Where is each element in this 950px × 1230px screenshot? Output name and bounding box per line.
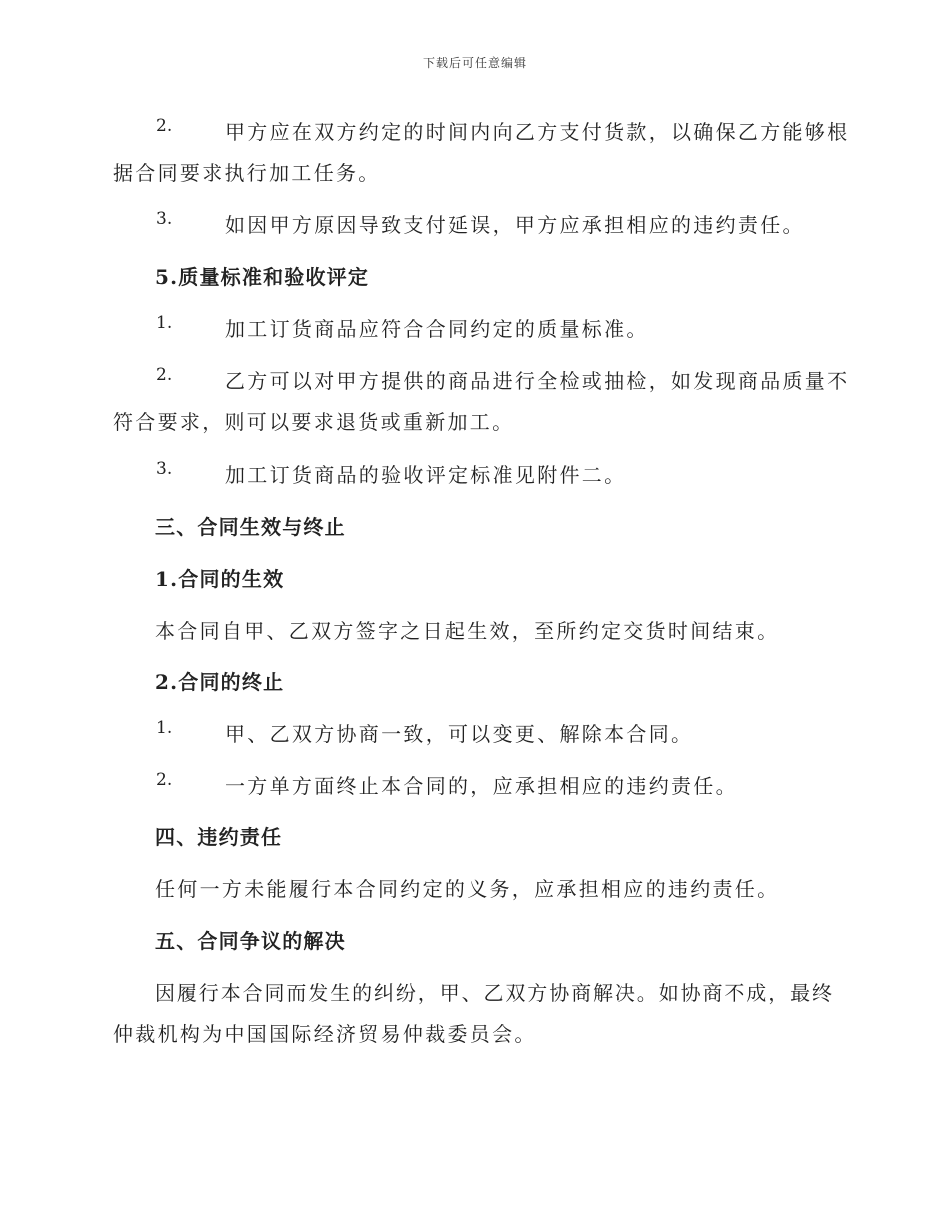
list-number: 2.: [156, 770, 173, 790]
quality-item-2-continuation: 符合要求，则可以要求退货或重新加工。: [113, 410, 515, 434]
list-number: 3.: [156, 459, 173, 479]
list-text: 加工订货商品的验收评定标准见附件二。: [225, 463, 627, 487]
list-number: 3.: [156, 209, 173, 229]
quality-heading: 5.质量标准和验收评定: [155, 265, 370, 289]
list-text: 甲方应在双方约定的时间内向乙方支付货款，以确保乙方能够根: [225, 120, 850, 144]
section-4-text: 任何一方未能履行本合同约定的义务，应承担相应的违约责任。: [155, 877, 780, 901]
section-4-heading: 四、违约责任: [155, 825, 283, 849]
section-5-text: 因履行本合同而发生的纠纷，甲、乙双方协商解决。如协商不成，最终: [155, 981, 834, 1005]
list-text: 加工订货商品应符合合同约定的质量标准。: [225, 317, 649, 341]
section-5-heading: 五、合同争议的解决: [155, 929, 346, 953]
list-text: 乙方可以对甲方提供的商品进行全检或抽检，如发现商品质量不: [225, 369, 850, 393]
list-text: 甲、乙双方协商一致，可以变更、解除本合同。: [225, 722, 694, 746]
section-3-heading: 三、合同生效与终止: [155, 515, 346, 539]
payment-item-2-continuation: 据合同要求执行加工任务。: [113, 161, 381, 185]
effectiveness-text: 本合同自甲、乙双方签字之日起生效，至所约定交货时间结束。: [155, 619, 780, 643]
page-header: 下载后可任意编辑: [422, 56, 527, 70]
list-text: 如因甲方原因导致支付延误，甲方应承担相应的违约责任。: [225, 213, 805, 237]
list-number: 1.: [156, 718, 173, 738]
termination-heading: 2.合同的终止: [155, 670, 285, 694]
effectiveness-heading: 1.合同的生效: [155, 567, 285, 591]
list-number: 2.: [156, 365, 173, 385]
list-number: 2.: [156, 116, 173, 136]
section-5-continuation: 仲裁机构为中国国际经济贸易仲裁委员会。: [113, 1022, 537, 1046]
list-text: 一方单方面终止本合同的，应承担相应的违约责任。: [225, 774, 738, 798]
list-number: 1.: [156, 313, 173, 333]
